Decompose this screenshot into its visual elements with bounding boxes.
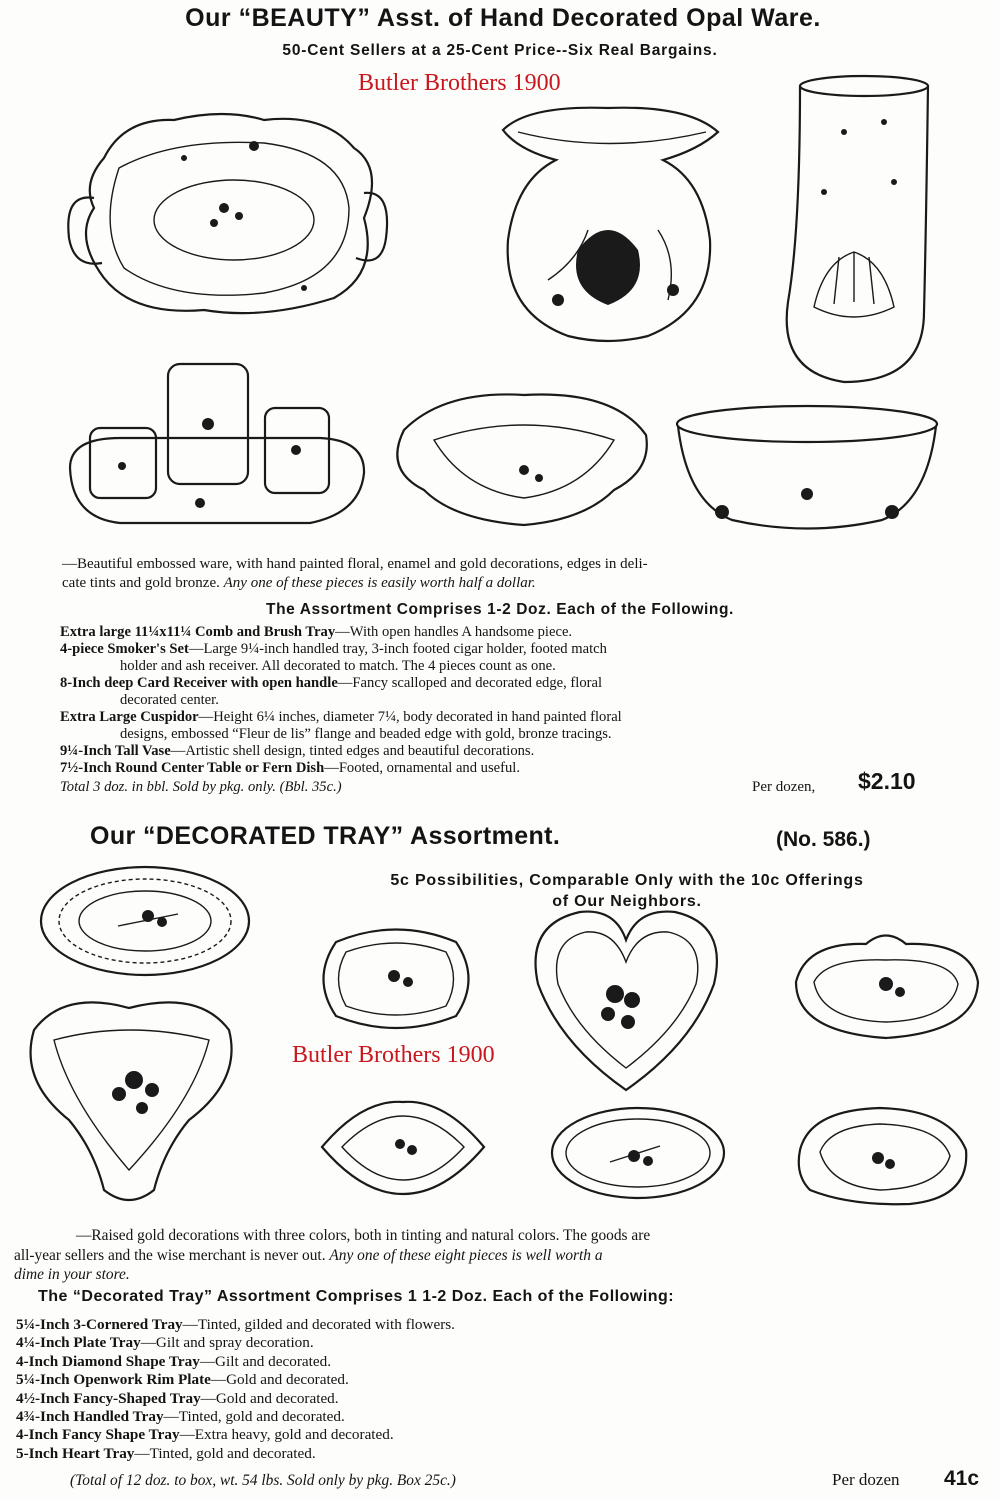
- beauty-item: [60, 624, 940, 641]
- tray-total: (Total of 12 doz. to box, wt. 54 lbs. Sold only by pkg. Box 25c.): [70, 1472, 456, 1489]
- fancy-shape-tray-heavy-illustration: [790, 1100, 976, 1208]
- beauty-item-name: 4-piece Smoker's Set: [60, 641, 189, 657]
- tray-per-dozen: Per dozen: [832, 1470, 900, 1489]
- heart-tray-illustration: [530, 904, 722, 1098]
- tray-item: [16, 1353, 916, 1371]
- watermark-bottom: Butler Brothers 1900: [292, 1042, 495, 1068]
- beauty-description-text-2: cate tints and gold bronze.: [62, 575, 220, 591]
- tray-item-name: 4½-Inch Fancy-Shaped Tray: [16, 1389, 201, 1407]
- beauty-subtitle: 50-Cent Sellers at a 25-Cent Price--Six Real Bargains.: [282, 42, 718, 59]
- handled-tray-illustration: [316, 922, 476, 1036]
- tray-item: [16, 1390, 916, 1408]
- beauty-assortment-heading: The Assortment Comprises 1-2 Doz. Each of the Following.: [266, 601, 734, 618]
- tray-description-text: —Raised gold decorations with three colors, both in tinting and natural colors. The goods are: [76, 1227, 651, 1244]
- round-vase-illustration: [488, 100, 732, 346]
- tray-assortment-heading: The “Decorated Tray” Assortment Comprises 1 1-2 Doz. Each of the Following:: [38, 1288, 675, 1305]
- tray-subtitle-line-2: of Our Neighbors.: [552, 893, 702, 910]
- tall-vase-illustration: [774, 72, 930, 388]
- beauty-item-desc: —Large 9¼-inch handled tray, 3-inch footed cigar holder, footed match: [188, 641, 607, 657]
- beauty-item: [60, 675, 940, 692]
- tray-description-italic: Any one of these eight pieces is well worth a: [329, 1246, 603, 1264]
- beauty-item: [60, 760, 940, 777]
- tray-item-name: 4-Inch Diamond Shape Tray: [16, 1352, 200, 1370]
- tray-number: (No. 586.): [776, 828, 871, 851]
- tray-item-name: 4-Inch Fancy Shape Tray: [16, 1426, 180, 1444]
- tray-item-desc: —Extra heavy, gold and decorated.: [179, 1426, 394, 1444]
- beauty-item: [60, 658, 940, 675]
- tray-item-name: 5¼-Inch 3-Cornered Tray: [16, 1316, 183, 1333]
- three-cornered-tray-illustration: [24, 990, 238, 1208]
- beauty-title: Our “BEAUTY” Asst. of Hand Decorated Opal Ware.: [185, 4, 821, 32]
- plate-tray-illustration: [550, 1106, 726, 1200]
- tray-item: [16, 1334, 916, 1352]
- beauty-description-italic: Any one of these pieces is easily worth half a dollar.: [223, 575, 536, 591]
- openwork-rim-plate-illustration: [38, 864, 252, 978]
- watermark-top: Butler Brothers 1900: [358, 70, 561, 96]
- tray-subtitle-line-1: 5c Possibilities, Comparable Only with the 10c Offerings: [390, 872, 864, 889]
- beauty-item: [60, 692, 940, 709]
- smokers-set-illustration: [60, 358, 372, 534]
- beauty-item-desc: —Footed, ornamental and useful.: [324, 760, 520, 776]
- tray-description-text-2: all-year sellers and the wise merchant is never out.: [14, 1246, 326, 1264]
- tray-title: Our “DECORATED TRAY” Assortment.: [90, 822, 561, 850]
- beauty-item: [60, 709, 940, 726]
- tray-description-italic-2: dime in your store.: [14, 1266, 130, 1283]
- beauty-item-name: Extra Large Cuspidor: [60, 709, 199, 725]
- beauty-item-name: Extra large 11¼x11¼ Comb and Brush Tray: [60, 624, 336, 640]
- comb-brush-tray-illustration: [64, 98, 388, 324]
- tray-item-desc: —Gilt and spray decoration.: [140, 1334, 314, 1352]
- fancy-shaped-tray-illustration: [786, 922, 986, 1044]
- beauty-item-desc: decorated center.: [120, 692, 219, 708]
- tray-item: [16, 1408, 916, 1426]
- tray-items-list: [16, 1316, 916, 1463]
- beauty-item: [60, 641, 940, 658]
- tray-item-desc: —Tinted, gilded and decorated with flowers.: [182, 1316, 455, 1333]
- beauty-price: $2.10: [858, 768, 916, 794]
- tray-item-name: 5-Inch Heart Tray: [16, 1444, 135, 1462]
- tray-item: [16, 1445, 916, 1463]
- fern-dish-illustration: [672, 402, 942, 542]
- beauty-description-text: —Beautiful embossed ware, with hand painted floral, enamel and gold decorations, edges in deli-: [62, 556, 648, 572]
- tray-item-name: 4¼-Inch Plate Tray: [16, 1334, 141, 1352]
- beauty-item-desc: holder and ash receiver. All decorated to match. The 4 pieces count as one.: [120, 658, 556, 674]
- beauty-total: Total 3 doz. in bbl. Sold by pkg. only. (Bbl. 35c.): [60, 779, 342, 795]
- beauty-item: [60, 743, 940, 760]
- beauty-item-desc: —Fancy scalloped and decorated edge, floral: [337, 675, 603, 691]
- tray-item: [16, 1371, 916, 1389]
- beauty-item-desc: —Artistic shell design, tinted edges and beautiful decorations.: [170, 743, 535, 759]
- tray-item-desc: —Gold and decorated.: [200, 1389, 339, 1407]
- beauty-item-name: 9¼-Inch Tall Vase: [60, 743, 171, 759]
- tray-item-desc: —Gold and decorated.: [210, 1371, 349, 1389]
- beauty-item-desc: —Height 6¼ inches, diameter 7¼, body decorated in hand painted floral: [198, 709, 622, 725]
- beauty-description: [62, 555, 932, 593]
- tray-description: [14, 1226, 990, 1285]
- card-receiver-illustration: [384, 380, 660, 536]
- beauty-item-desc: designs, embossed “Fleur de lis” flange and beaded edge with gold, bronze tracings.: [120, 726, 612, 742]
- tray-item: [16, 1316, 916, 1334]
- tray-price: 41c: [944, 1467, 980, 1490]
- tray-item-name: 4¾-Inch Handled Tray: [16, 1408, 164, 1426]
- beauty-item-name: 8-Inch deep Card Receiver with open handle: [60, 675, 338, 691]
- beauty-items-list: [60, 624, 940, 777]
- tray-item-name: 5¼-Inch Openwork Rim Plate: [16, 1371, 211, 1389]
- beauty-item: [60, 726, 940, 743]
- beauty-item-desc: —With open handles A handsome piece.: [335, 624, 573, 640]
- diamond-shape-tray-illustration: [312, 1094, 494, 1200]
- tray-item-desc: —Gilt and decorated.: [199, 1352, 331, 1370]
- beauty-item-name: 7½-Inch Round Center Table or Fern Dish: [60, 760, 325, 776]
- tray-item: [16, 1426, 916, 1444]
- tray-item-desc: —Tinted, gold and decorated.: [134, 1444, 316, 1462]
- tray-item-desc: —Tinted, gold and decorated.: [163, 1408, 345, 1426]
- beauty-per-dozen: Per dozen,: [752, 779, 816, 795]
